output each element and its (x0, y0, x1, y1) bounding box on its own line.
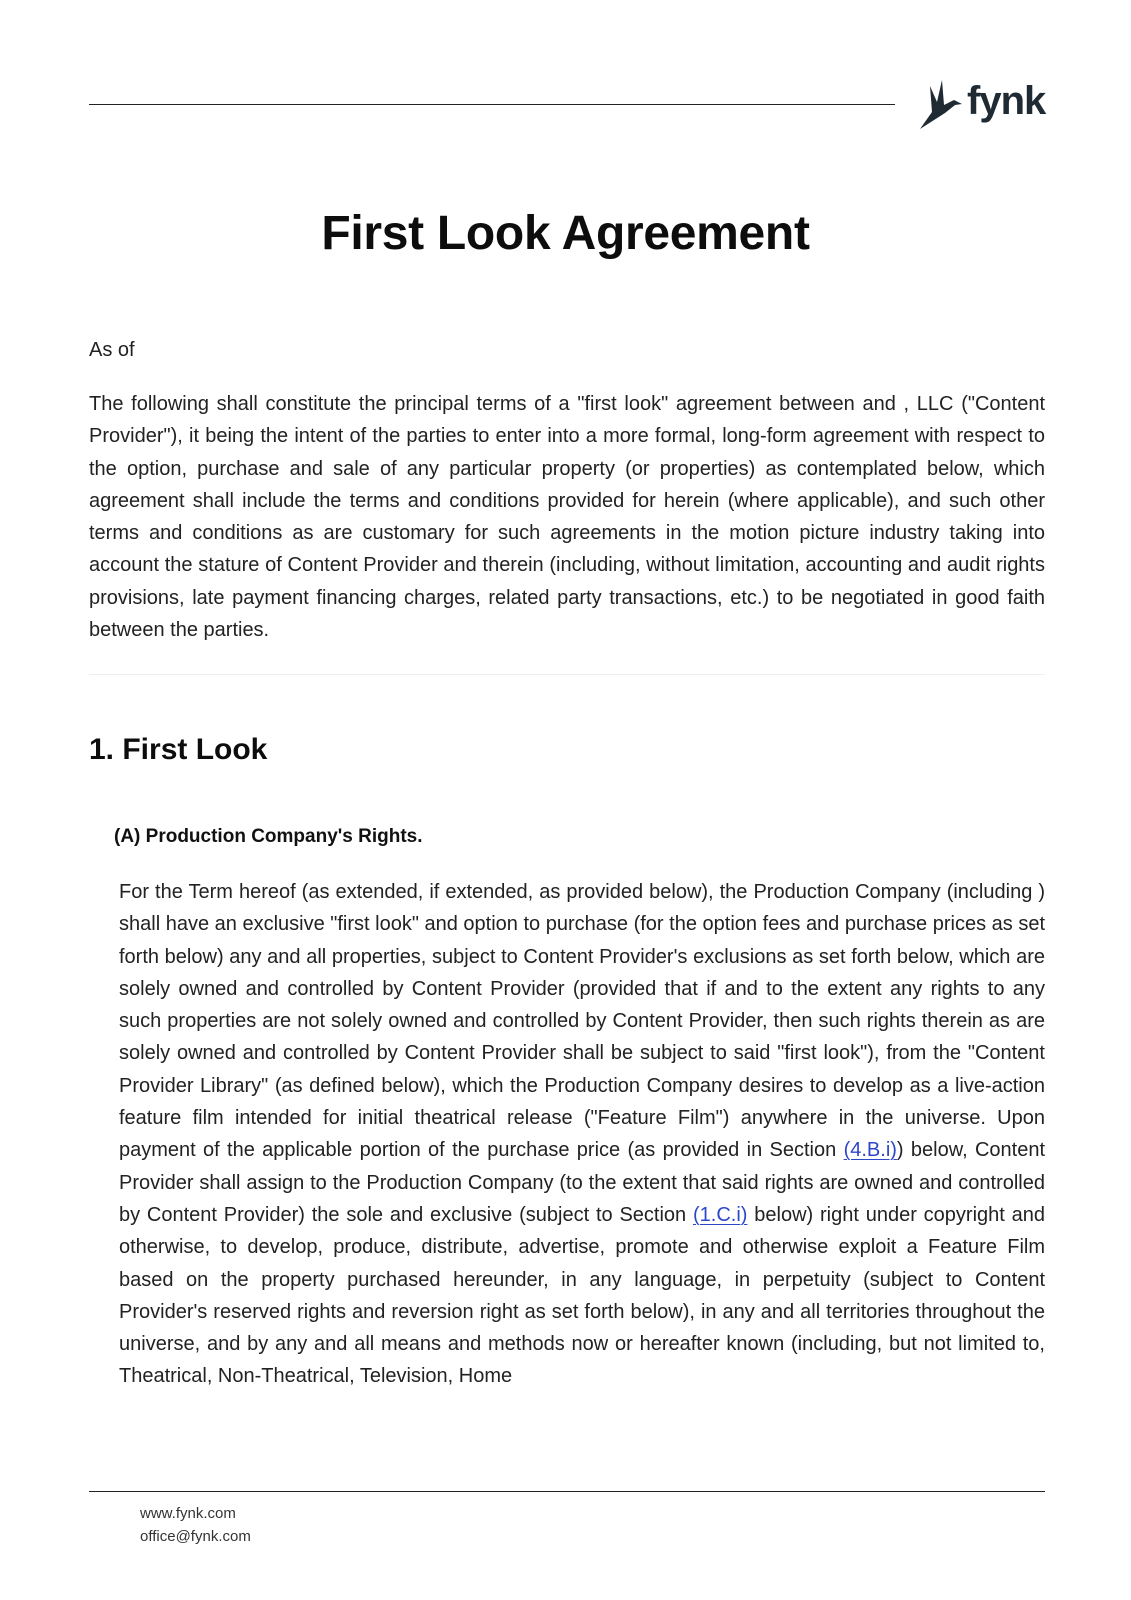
header-rule (89, 104, 895, 105)
footer-rule (89, 1491, 1045, 1492)
paragraph-text: ) below, Content Provider shall assign to the Production Company (to the extent that said rights are owned and controlled by Content Provider) the sole and exclusive (subject to Section (119, 1139, 1045, 1226)
section-link-1ci[interactable]: (1.C.i) (692, 1203, 748, 1226)
footer (140, 1502, 251, 1548)
subsection-heading-production-rights: (A) Production Company's Rights. (114, 826, 423, 847)
paragraph-text: For the Term hereof (as extended, if extended, as provided below), the Production Company (including ) shall have an exclusive "first look" and option to purchase (for the option fees and purchase prices as set forth below) any and all properties, subject to Content Provider's exclusions as set forth below, which are solely owned and controlled by Content Provider (provided that if and to the extent any rights to any such properties are not solely owned and controlled by Content Provider, then such rights therein as are solely owned and controlled by Content Provider shall be subject to said "first look"), from the "Content Provider Library" (as defined below), which the Production Company desires to develop as a live-action feature film intended for initial theatrical release ("Feature Film") anywhere in the universe. Upon payment of the applicable portion of the purchase price (as provided in Section (119, 881, 1045, 1162)
section-link-4bi[interactable]: (4.B.i) (843, 1139, 897, 1162)
section-heading-first-look: 1. First Look (89, 733, 268, 766)
document-title: First Look Agreement (321, 207, 810, 260)
section-divider (89, 674, 1045, 675)
footer-website[interactable]: www.fynk.com (140, 1505, 236, 1522)
footer-email[interactable]: office@fynk.com (140, 1528, 251, 1545)
section-1a-paragraph (119, 876, 1045, 1393)
bird-icon (918, 78, 964, 130)
intro-paragraph: The following shall constitute the principal terms of a "first look" agreement between and , LLC ("Content Provider"), it being the intent of the parties to enter into a more formal, long-form agreement with respect to the option, purchase and sale of any particular property (or properties) as contemplated below, which agreement shall include the terms and conditions provided for herein (where applicable), and such other terms and conditions as are customary for such agreements in the motion picture industry taking into account the stature of Content Provider and therein (including, without limitation, accounting and audit rights provisions, late payment financing charges, related party transactions, etc.) to be negotiated in good faith between the parties. (89, 393, 1045, 642)
brand-logo[interactable] (918, 78, 1045, 130)
as-of-line: As of (89, 339, 135, 361)
logo-text: fynk (967, 79, 1046, 123)
paragraph-text: below) right under copyright and otherwise, to develop, produce, distribute, advertise, promote and otherwise exploit a Feature Film based on the property purchased hereunder, in any language, in perpetuity (subject to Content Provider's reserved rights and reversion right as set forth below), in any and all territories throughout the universe, and by any and all means and methods now or hereafter known (including, but not limited to, Theatrical, Non-Theatrical, Television, Home (119, 1203, 1046, 1388)
